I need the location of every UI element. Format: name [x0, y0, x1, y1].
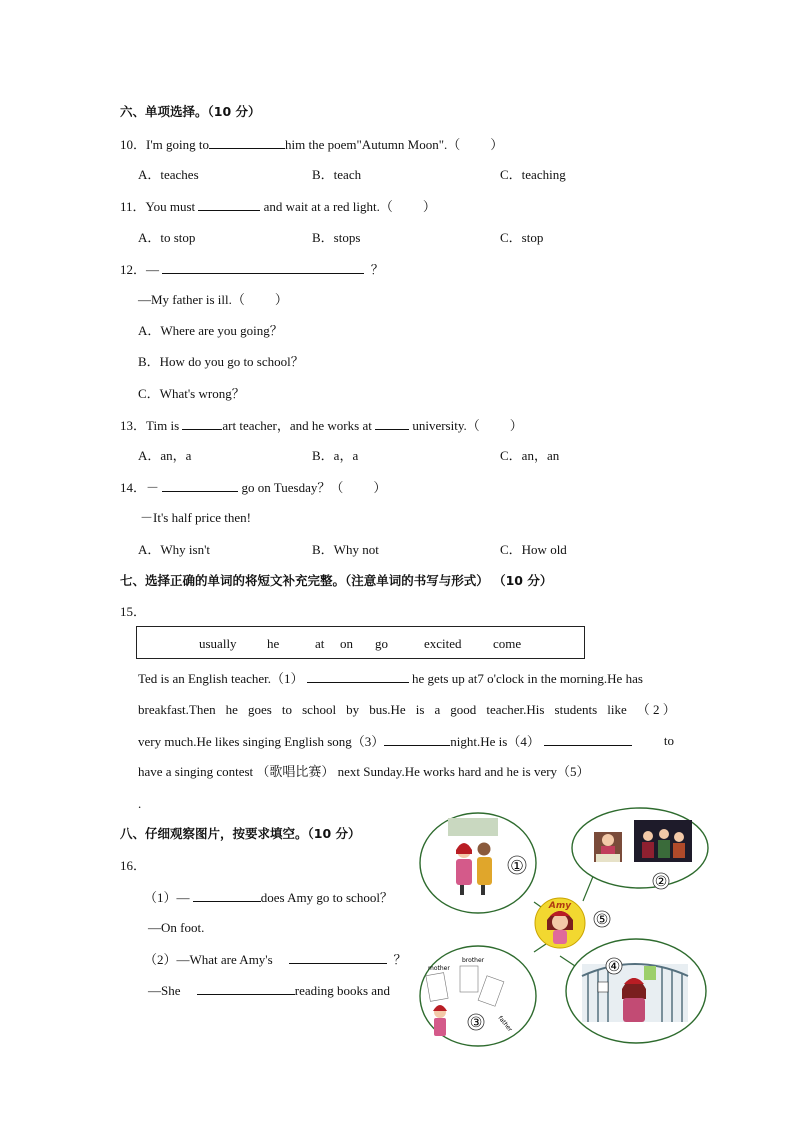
word-bank-item: usually	[199, 636, 237, 651]
passage-text: Ted is an English teacher.（1）	[138, 671, 304, 686]
q12-question-mark: ？	[370, 262, 384, 277]
q16-item-1	[144, 889, 393, 906]
question-13	[120, 417, 523, 434]
q13-text-3: university.（	[412, 418, 480, 433]
q10-paren-close: ）	[490, 137, 504, 152]
passage-text: he gets up at7 o'clock in the morning.He has	[412, 671, 643, 686]
q10-blank[interactable]	[209, 136, 285, 149]
label-2: ②	[654, 874, 668, 890]
q13-paren-close: ）	[509, 418, 523, 433]
passage-word: school	[302, 702, 337, 717]
section6-heading: 六、单项选择。（10 分）	[120, 104, 261, 119]
passage-text: to	[663, 733, 674, 748]
passage-blank-1[interactable]	[307, 670, 409, 683]
q16-text: （2）—What are Amy's	[144, 952, 273, 967]
q10-option-c[interactable]: C．teaching	[500, 167, 566, 182]
q10-option-b[interactable]: B．teach	[312, 167, 362, 182]
q14-option-c[interactable]: C．How old	[500, 542, 567, 557]
q13-option-a[interactable]: A．an，a	[138, 448, 192, 463]
word-bank-item: at	[315, 636, 325, 651]
q16-text: （1）—	[144, 890, 190, 905]
q12-option-b[interactable]: B．How do you go to school？	[138, 354, 304, 369]
passage-blank-3[interactable]	[384, 733, 450, 746]
q14-blank[interactable]	[162, 479, 238, 492]
q16-text: reading books and	[294, 983, 391, 998]
word-bank-item: on	[340, 636, 353, 651]
q12-text: 12．—	[120, 262, 160, 277]
q11-option-c[interactable]: C．stop	[500, 230, 544, 245]
label-3: ③	[469, 1015, 483, 1031]
q14-paren-close: ）	[373, 480, 387, 495]
passage-word: bus.He	[369, 702, 406, 717]
passage-word: teacher.His	[486, 702, 545, 717]
q16-text: —She	[148, 983, 181, 998]
q12-option-a[interactable]: A．Where are you going？	[138, 323, 283, 338]
q11-paren-close: ）	[422, 199, 436, 214]
q11-option-b[interactable]: B．stops	[312, 230, 361, 245]
q11-blank[interactable]	[198, 198, 260, 211]
label-4: ④	[607, 959, 621, 975]
q12-blank[interactable]	[162, 261, 364, 274]
q16-blank-3[interactable]	[197, 982, 295, 995]
passage-word: a	[434, 702, 441, 717]
q11-option-a[interactable]: A．to stop	[138, 230, 196, 245]
q10-text-2: him the poem"Autumn Moon".（	[285, 137, 461, 152]
passage-word: good	[450, 702, 477, 717]
picture-bubble-3	[420, 946, 536, 1046]
q13-option-b[interactable]: B．a，a	[312, 448, 359, 463]
q16-text: ？	[393, 952, 407, 967]
q13-option-c[interactable]: C．an，an	[500, 448, 560, 463]
q16-text: does Amy go to school？	[260, 890, 393, 905]
q16-answer-2	[148, 982, 390, 999]
word-bank-item: excited	[424, 636, 462, 651]
q16-blank-1[interactable]	[193, 889, 261, 902]
q16-answer-1: —On foot.	[148, 920, 205, 935]
passage-word: to	[281, 702, 293, 717]
word-bank	[136, 626, 585, 659]
question-11	[120, 198, 436, 215]
q10-text: 10．I'm going to	[120, 137, 210, 152]
q12-paren-close: ）	[274, 292, 288, 307]
q14-text-2: go on Tuesday？（	[241, 480, 344, 495]
label-5: ⑤	[595, 912, 609, 928]
q13-text-2: art teacher，and he works at	[222, 418, 372, 433]
passage-text: night.He is（4）	[450, 734, 540, 749]
family-label-mother: mother	[428, 965, 450, 972]
passage-word: he	[225, 702, 238, 717]
q13-text: 13．Tim is	[120, 418, 180, 433]
q15-number: 15．	[120, 604, 147, 619]
passage-text: very much.He likes singing English song（3）	[138, 734, 385, 749]
q14-option-b[interactable]: B．Why not	[312, 542, 379, 557]
passage-word: goes	[248, 702, 272, 717]
word-bank-item: he	[267, 636, 280, 651]
family-label-brother: brother	[462, 957, 485, 964]
passage-line-4: have a singing contest （歌唱比赛） next Sunday.He works hard and he is very（5）	[138, 764, 590, 779]
q14-text: 14．－	[120, 480, 160, 495]
question-10	[120, 136, 503, 153]
q12-reply	[138, 292, 288, 308]
passage-word: is	[415, 702, 425, 717]
passage-line-1	[138, 670, 676, 687]
q16-item-2	[144, 951, 406, 968]
passage-word: like	[607, 702, 627, 717]
passage-word: by	[346, 702, 360, 717]
q14-option-a[interactable]: A．Why isn't	[138, 542, 211, 557]
passage-blank-4[interactable]	[544, 733, 632, 746]
section7-heading: 七、选择正确的单词的将短文补充完整。（注意单词的书写与形式） （10 分）	[120, 573, 553, 588]
q10-option-a[interactable]: A．teaches	[138, 167, 199, 182]
question-14	[120, 479, 386, 496]
passage-line-2	[138, 702, 676, 718]
passage-word: students	[554, 702, 598, 717]
q16-blank-2[interactable]	[289, 951, 387, 964]
passage-line-3	[138, 733, 676, 750]
passage-word: breakfast.Then	[138, 702, 216, 717]
q13-blank-2[interactable]	[375, 417, 409, 430]
amy-center	[535, 898, 585, 948]
q11-text: 11．You must	[120, 199, 196, 214]
passage-line-5: .	[138, 796, 142, 811]
word-bank-item: come	[493, 636, 522, 651]
label-1: ①	[510, 857, 524, 875]
question-12	[120, 261, 384, 278]
q11-text-2: and wait at a red light.（	[263, 199, 393, 214]
family-label-father: father	[496, 1014, 514, 1034]
q13-blank-1[interactable]	[182, 417, 222, 430]
passage-blank-2-label[interactable]: （ 2 ）	[636, 702, 676, 717]
section8-heading: 八、仔细观察图片，按要求填空。（10 分）	[120, 826, 361, 841]
q12-option-c[interactable]: C．What's wrong？	[138, 386, 245, 401]
picture-bubble-2	[572, 808, 708, 888]
amy-illustration	[416, 806, 712, 1052]
amy-name-label: Amy	[548, 901, 572, 911]
picture-bubble-4	[566, 939, 706, 1043]
word-bank-item: go	[375, 636, 388, 651]
q14-reply: －It's half price then!	[140, 510, 251, 525]
q16-number: 16．	[120, 858, 147, 873]
q12-reply-text: —My father is ill.（	[138, 292, 245, 307]
